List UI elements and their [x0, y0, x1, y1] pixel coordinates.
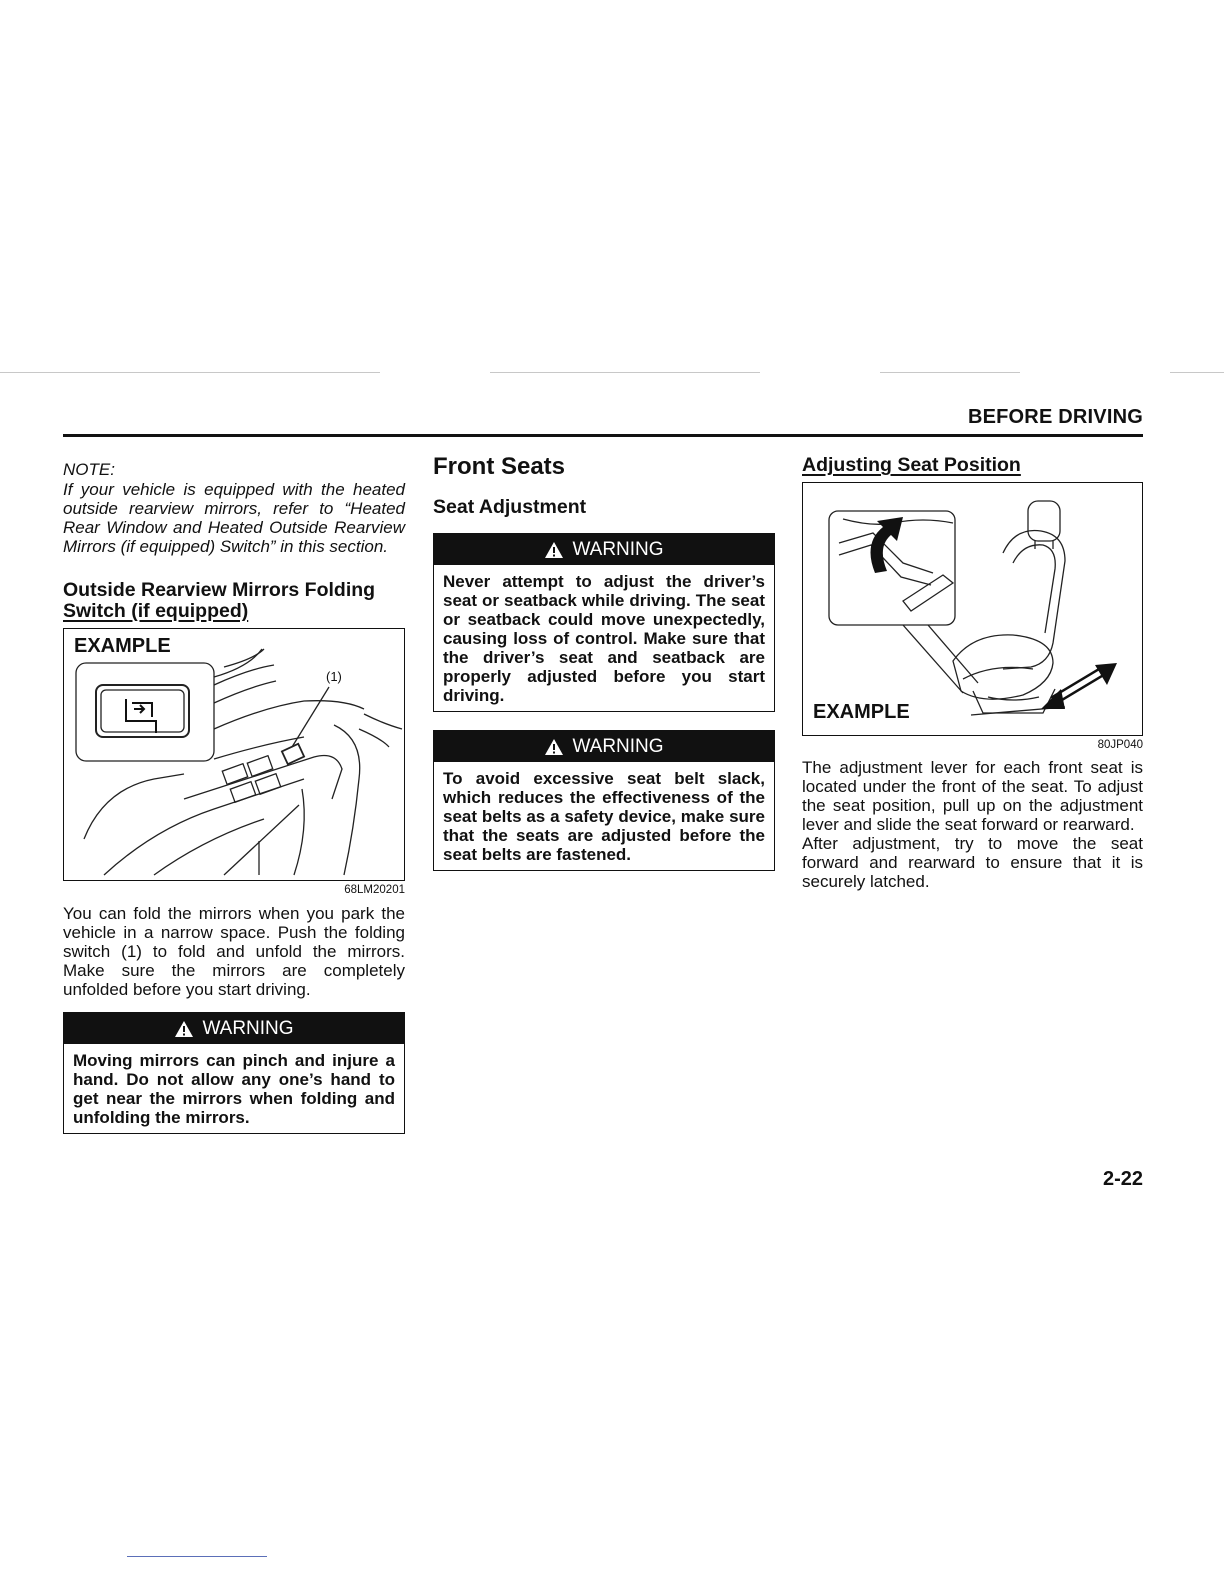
page-number: 2-22 [1102, 1168, 1143, 1190]
warning-text: Moving mirrors can pinch and injure a hand. Do not allow any one’s hand to get near the mirrors when folding and unfolding the mirrors. [73, 1051, 395, 1127]
warning-triangle-icon [544, 738, 564, 756]
mirror-switch-illustration [64, 629, 404, 880]
seat-adjustment-heading: Seat Adjustment [433, 496, 587, 518]
warning-triangle-icon [544, 541, 564, 559]
mirror-folding-heading-line2: Switch (if equipped) [63, 600, 249, 622]
warning-header [64, 1013, 404, 1044]
warning-text: Never attempt to adjust the driver’s seat or seatback while driving. The seat or seatback could move unexpectedly, causing loss of control. Make sure that the driver’s seat and seatback are properly adjusted before you start driving. [443, 572, 765, 705]
warning-header [434, 731, 774, 762]
figure-example-label: EXAMPLE [74, 635, 171, 657]
mirror-folding-body: You can fold the mirrors when you park the vehicle in a narrow space. Push the folding switch (1) to fold and unfold the mirrors. Make sure the mirrors are completely unfolded before you start driving. [63, 904, 405, 999]
front-seats-title: Front Seats [433, 453, 566, 480]
seat-position-body-1: The adjustment lever for each front seat is located under the front of the seat. To adjust the seat position, pull up on the adjustment lever and slide the seat forward or rearward. [802, 758, 1143, 834]
seat-position-body-2: After adjustment, try to move the seat forward and rearward to ensure that it is securely latched. [802, 834, 1143, 891]
warning-box [433, 730, 775, 871]
scan-artifact-line [490, 372, 760, 373]
warning-box [63, 1012, 405, 1134]
note-label: NOTE: [63, 460, 115, 479]
scan-artifact-line [0, 372, 380, 373]
seat-illustration [803, 483, 1142, 735]
footer-line [127, 1556, 267, 1557]
figure-code: 80JP040 [1097, 739, 1143, 751]
scan-artifact-line [1170, 372, 1224, 373]
warning-title: WARNING [572, 735, 664, 757]
header-rule [63, 434, 1143, 437]
seat-adjust-figure [802, 482, 1143, 736]
mirror-switch-figure [63, 628, 405, 881]
scan-artifact-line [880, 372, 1020, 373]
warning-triangle-icon [174, 1020, 194, 1038]
warning-title: WARNING [572, 538, 664, 560]
note-text: If your vehicle is equipped with the heated outside rearview mirrors, refer to “Heated Rear Window and Heated Outside Rearview Mirrors (if equipped) Switch” in this section. [63, 480, 405, 556]
adjusting-seat-heading-text: Adjusting Seat Position [802, 454, 1021, 476]
warning-header [434, 534, 774, 565]
right-column [802, 452, 1143, 891]
section-title: BEFORE DRIVING [967, 406, 1143, 428]
left-column [63, 452, 405, 1134]
adjusting-seat-heading [802, 452, 1143, 478]
warning-text: To avoid excessive seat belt slack, which reduces the effectiveness of the seat belts as a safety device, make sure that the seats are adjusted before the seat belts are fastened. [443, 769, 765, 864]
callout-label: (1) [326, 669, 342, 684]
warning-title: WARNING [202, 1017, 294, 1039]
figure-example-label: EXAMPLE [813, 701, 910, 723]
warning-box [433, 533, 775, 712]
figure-code: 68LM20201 [344, 884, 405, 896]
mirror-folding-heading-line1: Outside Rearview Mirrors Folding [63, 579, 376, 601]
mirror-folding-heading [63, 580, 405, 622]
middle-column [433, 452, 775, 871]
